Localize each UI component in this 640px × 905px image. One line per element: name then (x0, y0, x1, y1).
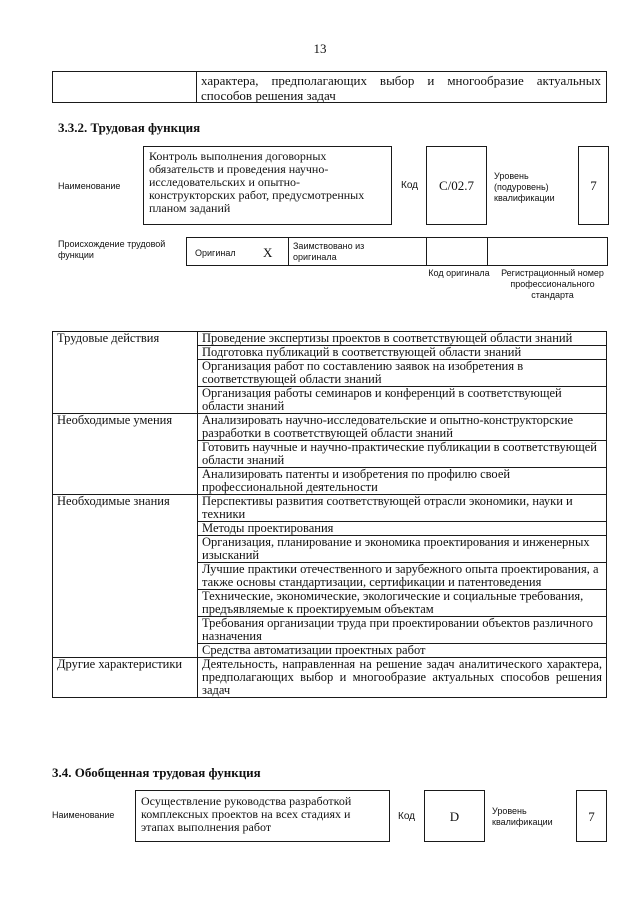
section-332-name-value: Контроль выполнения договорных обязательств и проведения научно-исследовательских и опытно-конструкторских работ, предусмотренных планом заданий (149, 149, 365, 215)
labor-function-table (52, 331, 607, 698)
section-34-name-label: Наименование (52, 810, 115, 820)
origin-original-label: Оригинал (195, 248, 236, 258)
continuation-divider (196, 72, 197, 102)
section-332-level-box (578, 146, 609, 225)
table-cell: Требования организации труда при проектировании объектов различного назначения (198, 617, 607, 644)
section-34-title: 3.4. Обобщенная трудовая функция (52, 765, 261, 780)
table-cell: Средства автоматизации проектных работ (198, 644, 607, 658)
table-cell: Технические, экономические, экологические и социальные требования, предъявляемые к проектируемым объектам (198, 590, 607, 617)
section-332-name-box (143, 146, 392, 225)
section-34-level-value: 7 (588, 808, 595, 824)
page-number: 13 (313, 41, 327, 56)
table-row (53, 414, 607, 441)
section-332-code-label: Код (401, 180, 419, 191)
table-cell: Готовить научные и научно-практические публикации в соответствующей области знаний (198, 441, 607, 468)
section-34-level-box (576, 790, 607, 842)
category-required-knowledge: Необходимые знания (53, 495, 198, 658)
continuation-text: характера, предполагающих выбор и многообразие актуальных способов решения задач (201, 73, 601, 103)
origin-label: Происхождение трудовой функции (58, 239, 166, 260)
section-332-name-label: Наименование (58, 181, 121, 191)
section-34-code-box (424, 790, 485, 842)
origin-divider-1 (288, 238, 289, 265)
continuation-row (52, 71, 607, 103)
category-other-characteristics: Другие характеристики (53, 658, 198, 698)
category-labor-actions: Трудовые действия (53, 332, 198, 414)
table-cell: Подготовка публикаций в соответствующей области знаний (198, 346, 607, 360)
table-cell: Организация, планирование и экономика проектирования и инженерных изысканий (198, 536, 607, 563)
table-cell: Анализировать научно-исследовательские и опытно-конструкторские разработки в соответствующей области знаний (198, 414, 607, 441)
table-row (53, 658, 607, 698)
origin-divider-3 (487, 238, 488, 265)
table-cell: Методы проектирования (198, 522, 607, 536)
section-332-code-box (426, 146, 487, 225)
section-34-name-value: Осуществление руководства разработкой комплексных проектов на всех стадиях и этапах выполнения работ (141, 794, 352, 834)
section-34-name-box (135, 790, 390, 842)
origin-original-mark: X (263, 245, 273, 260)
table-cell: Деятельность, направленная на решение задач аналитического характера, предполагающих выбор и многообразие актуальных способов решения задач (198, 658, 607, 698)
section-332-level-value: 7 (590, 178, 597, 193)
section-332-title: 3.3.2. Трудовая функция (58, 120, 201, 135)
origin-divider-2 (426, 238, 427, 265)
table-cell: Проведение экспертизы проектов в соответствующей области знаний (198, 332, 607, 346)
origin-borrowed-label: Заимствовано из оригинала (293, 241, 365, 262)
origin-reg-caption: Регистрационный номер профессионального стандарта (501, 268, 604, 300)
table-cell: Организация работ по составлению заявок на изобретения в соответствующей области знаний (198, 360, 607, 387)
origin-row (186, 237, 608, 266)
table-row (53, 332, 607, 346)
table-cell: Анализировать патенты и изобретения по профилю своей профессиональной деятельности (198, 468, 607, 495)
category-required-skills: Необходимые умения (53, 414, 198, 495)
section-34-code-label: Код (398, 811, 416, 822)
table-cell: Перспективы развития соответствующей отрасли экономики, науки и техники (198, 495, 607, 522)
section-34-code-value: D (449, 808, 460, 824)
table-cell: Лучшие практики отечественного и зарубежного опыта проектирования, а также основы стандартизации, сертификации и патентоведения (198, 563, 607, 590)
origin-code-caption: Код оригинала (428, 268, 490, 278)
section-34-level-label: Уровень квалификации (492, 806, 553, 827)
section-332-level-label: Уровень (подуровень) квалификации (494, 171, 555, 203)
table-cell: Организация работы семинаров и конференций в соответствующей области знаний (198, 387, 607, 414)
section-332-code-value: С/02.7 (438, 178, 475, 193)
table-row (53, 495, 607, 522)
